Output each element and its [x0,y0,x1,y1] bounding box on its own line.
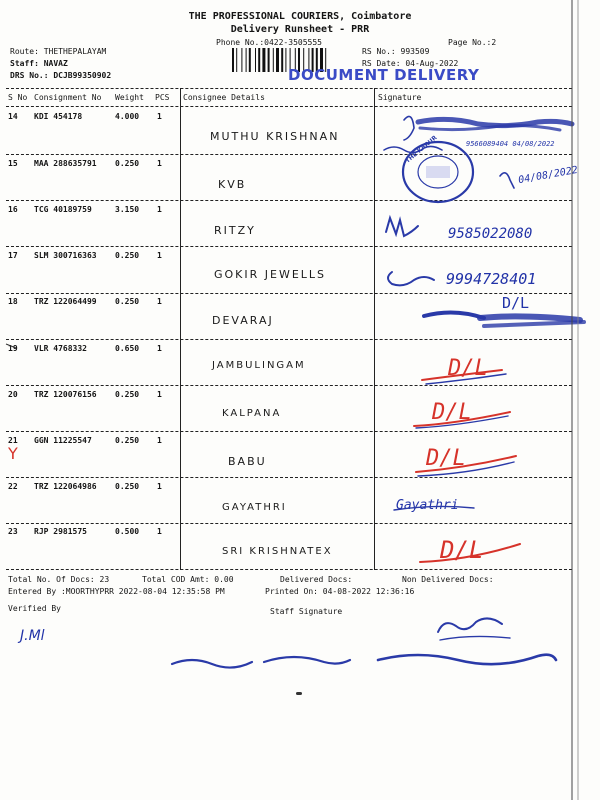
row-consignee: BABU [228,455,267,468]
rs-date: RS Date: 04-Aug-2022 [362,59,459,68]
company-name: THE PROFESSIONAL COURIERS, Coimbatore [188,11,412,22]
row-signature: D/L [426,446,466,471]
row-pcs: 1 [157,112,162,121]
row-consignment: RJP 2981575 [34,527,87,536]
row-weight: 0.250 [115,436,140,445]
row-pcs: 1 [157,390,162,399]
row-consignment: TCG 40189759 [34,205,92,214]
document-title: Delivery Runsheet - PRR [230,24,370,35]
total-cod: Total COD Amt: 0.00 [142,575,234,584]
rs-number: RS No.: 993509 [362,47,430,56]
row-weight: 0.250 [115,390,140,399]
row-weight: 0.250 [115,159,140,168]
ink-dot [296,692,302,695]
row-signature: 9994728401 [446,270,537,288]
row-consignment: TRZ 122064986 [34,482,97,491]
row-weight: 0.250 [115,482,140,491]
total-docs: Total No. Of Docs: 23 [8,575,110,584]
page-number: Page No.:2 [448,38,497,47]
row-pcs: 1 [157,344,162,353]
column-header-consignee: Consignee Details [183,93,265,102]
row-consignee: GAYATHRI [222,502,287,513]
row-weight: 4.000 [115,112,140,121]
row-consignment: GGN 11225547 [34,436,92,445]
printed-on: Printed On: 04-08-2022 12:36:16 [265,587,415,596]
row-signature: D/L [448,356,488,381]
row-pcs: 1 [157,527,162,536]
row-signature: 04/08/2022 [517,164,579,187]
row-signature: D/L [432,400,472,425]
row-weight: 0.650 [115,344,140,353]
row-consignee: SRI KRISHNATEX [222,546,333,557]
staff-label: Staff: NAVAZ [10,59,68,68]
row-sno: 23 [8,527,18,536]
row-consignment: TRZ 120076156 [34,390,97,399]
row-pcs: 1 [157,436,162,445]
row-consignment: TRZ 122064499 [34,297,97,306]
row-sno: 16 [8,205,18,214]
row-weight: 0.250 [115,251,140,260]
row-signature: D/L [440,536,484,564]
row-consignee: DEVARAJ [212,314,274,327]
non-delivered-docs: Non Delivered Docs: [402,575,494,584]
row-sno: 15 [8,159,18,168]
column-header-consignment: Consignment No [34,93,102,102]
row-pcs: 1 [157,205,162,214]
drs-number: DRS No.: DCJB99350902 [10,71,112,80]
row-sno: 14 [8,112,18,121]
row-consignee: RITZY [214,224,256,237]
verified-by-label: Verified By [8,604,61,613]
row-consignment: MAA 288635791 [34,159,97,168]
row-weight: 3.150 [115,205,140,214]
row-sno: 22 [8,482,18,491]
row-consignee: JAMBULINGAM [212,360,306,371]
column-header-sno: S No [8,93,28,102]
verifier-initials: J.Ml [20,628,45,644]
row-signature: Gayathri [396,498,459,513]
row-sno: 20 [8,390,18,399]
row-weight: 0.250 [115,297,140,306]
phone-number: Phone No.:0422-3505555 [216,38,322,47]
row-sno: 19 [8,344,18,353]
row-signature: D/L [502,294,530,312]
row-sno: 18 [8,297,18,306]
route-label: Route: THETHEPALAYAM [10,47,107,56]
row-sno: 17 [8,251,18,260]
row-consignee: MUTHU KRISHNAN [210,130,340,143]
row-pcs: 1 [157,251,162,260]
column-header-pcs: PCS [155,93,170,102]
row-consignment: VLR 4768332 [34,344,87,353]
row-consignee: GOKIR JEWELLS [214,268,327,281]
column-header-weight: Weight [115,93,144,102]
row-pcs: 1 [157,482,162,491]
row-sno: 21 [8,436,18,445]
entered-by: Entered By :MOORTHYPRR 2022-08-04 12:35:58 PM [8,587,225,596]
row-consignee: KALPANA [222,408,282,419]
row-signature: 9566089404 04/08/2022 [466,140,555,148]
column-header-signature: Signature [378,93,422,102]
row-weight: 0.500 [115,527,140,536]
row-pcs: 1 [157,297,162,306]
document-delivery-stamp: DOCUMENT DELIVERY [288,66,480,84]
staff-signature-label: Staff Signature [270,607,343,616]
margin-mark: Y [8,444,18,463]
row-pcs: 1 [157,159,162,168]
row-consignment: KDI 454178 [34,112,83,121]
row-consignee: KVB [218,178,247,191]
row-consignment: SLM 300716363 [34,251,97,260]
delivered-docs: Delivered Docs: [280,575,353,584]
row-signature: 9585022080 [448,226,533,242]
stamp-text: THE KARUR [404,134,439,165]
